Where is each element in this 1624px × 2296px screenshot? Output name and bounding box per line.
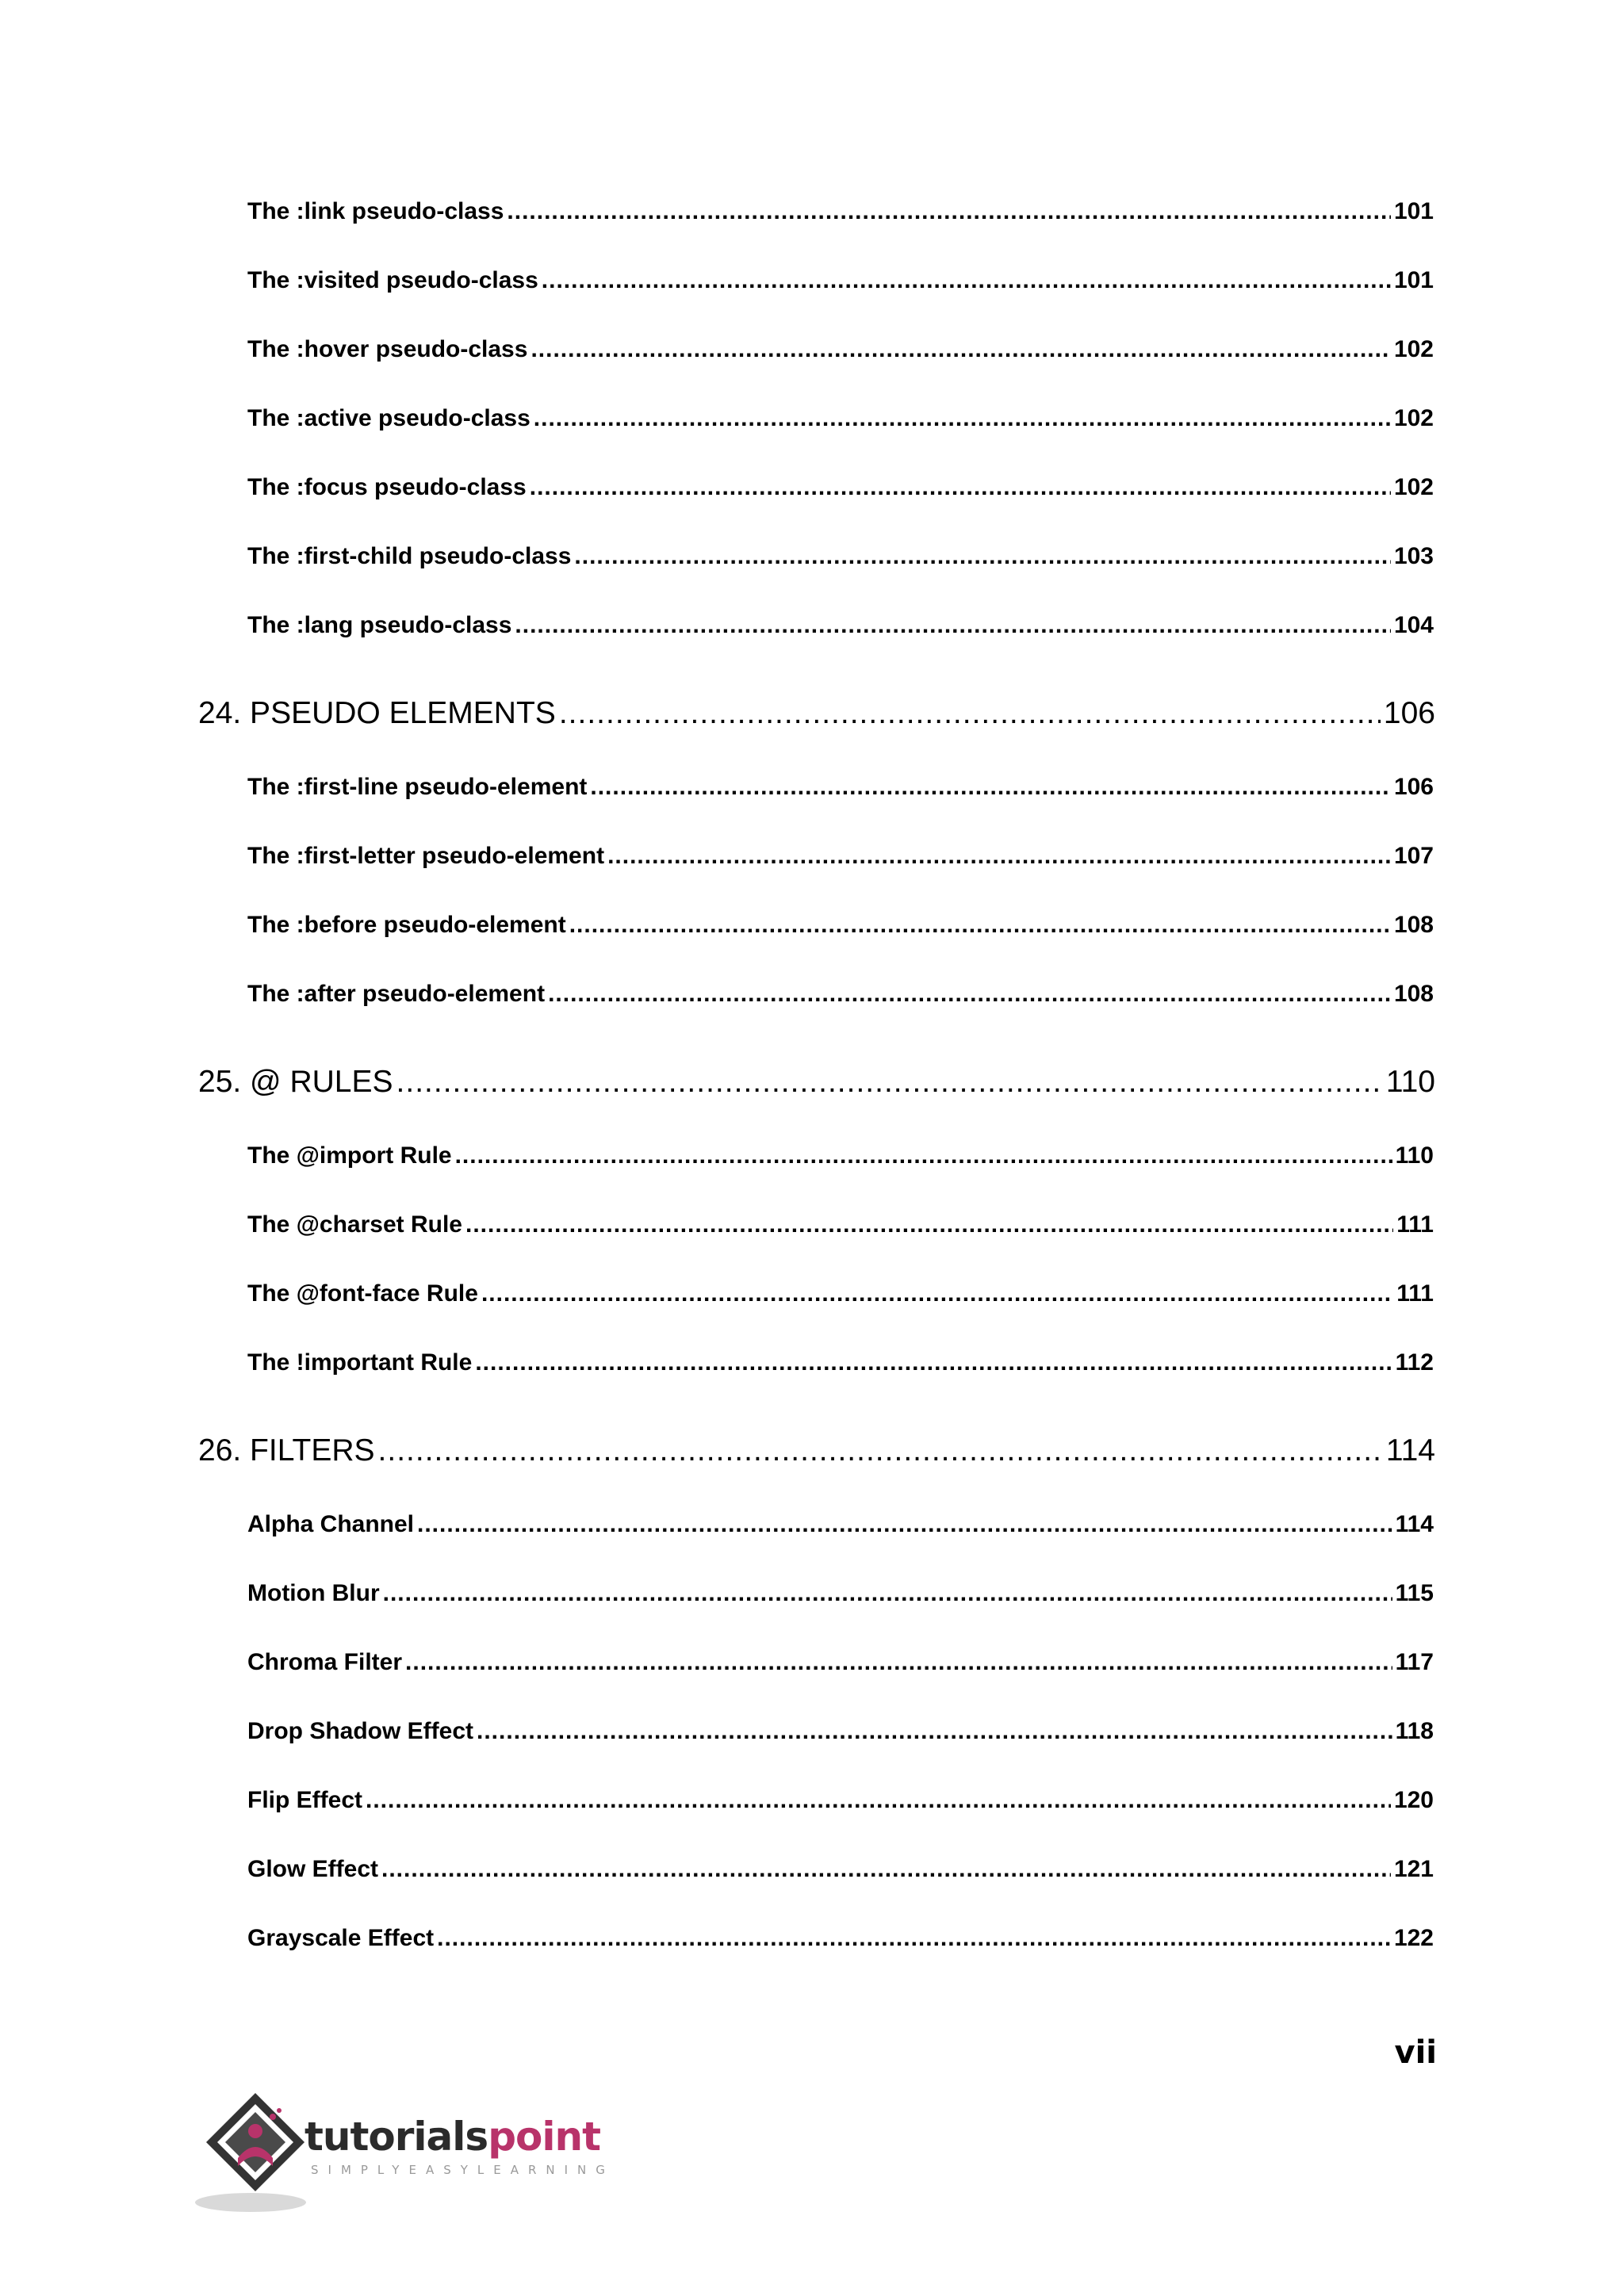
toc-page-number: 112 (1395, 1349, 1434, 1376)
toc-entry-title: Chroma Filter (247, 1649, 403, 1675)
toc-entry-row[interactable] (247, 1511, 1434, 1538)
toc-dot-leader (559, 696, 1381, 731)
toc-entry-title: Grayscale Effect (247, 1925, 435, 1951)
toc-entry-title: The @import Rule (247, 1142, 452, 1169)
toc-chapter-title: 25. @ RULES (198, 1065, 393, 1099)
toc-dot-leader (507, 198, 1391, 225)
toc-entry-title: Motion Blur (247, 1580, 380, 1606)
toc-dot-leader (405, 1649, 1392, 1676)
toc-entry-title: The :lang pseudo-class (247, 612, 512, 638)
toc-dot-leader (590, 774, 1391, 801)
toc-entry-title: Alpha Channel (247, 1511, 415, 1537)
toc-page-number: 108 (1393, 912, 1434, 938)
toc-entry-row[interactable] (247, 1718, 1434, 1745)
toc-entry-row[interactable] (247, 612, 1434, 639)
toc-page-number: 101 (1393, 198, 1434, 224)
toc-dot-leader (542, 267, 1391, 294)
toc-dot-leader (530, 474, 1391, 501)
toc-entry-title: The :before pseudo-element (247, 912, 566, 938)
toc-chapter-row[interactable] (198, 696, 1435, 731)
toc-chapter-title: 24. PSEUDO ELEMENTS (198, 696, 556, 730)
toc-page-number: 122 (1393, 1925, 1434, 1951)
toc-entry-row[interactable] (247, 843, 1434, 870)
tutorialspoint-logo (193, 2090, 615, 2217)
toc-entry-title: The :after pseudo-element (247, 981, 546, 1007)
toc-page-number: 102 (1393, 405, 1434, 431)
toc-entry-row[interactable] (247, 981, 1434, 1008)
toc-dot-leader (417, 1511, 1392, 1538)
toc-dot-leader (475, 1349, 1392, 1376)
toc-entry-title: The @font-face Rule (247, 1280, 478, 1307)
toc-entry-row[interactable] (247, 405, 1434, 432)
toc-dot-leader (515, 612, 1391, 639)
toc-entry-title: Drop Shadow Effect (247, 1718, 474, 1744)
toc-dot-leader (396, 1065, 1383, 1100)
toc-page-number: 106 (1383, 696, 1435, 730)
toc-entry-row[interactable] (247, 1280, 1434, 1307)
toc-page-number: 107 (1393, 843, 1434, 869)
toc-page-number: 115 (1395, 1580, 1434, 1606)
toc-entry-title: The :active pseudo-class (247, 405, 530, 431)
toc-dot-leader (366, 1787, 1391, 1814)
toc-entry-row[interactable] (247, 1580, 1434, 1607)
toc-entry-row[interactable] (247, 1856, 1434, 1883)
toc-page-number: 102 (1393, 336, 1434, 362)
toc-entry-title: The :first-child pseudo-class (247, 543, 572, 569)
logo-tagline: SIMPLYEASYLEARNING (311, 2163, 615, 2177)
toc-entry-row[interactable] (247, 1649, 1434, 1676)
toc-entry-row[interactable] (247, 474, 1434, 501)
toc-entry-title: Flip Effect (247, 1787, 363, 1813)
toc-dot-leader (455, 1142, 1392, 1169)
toc-entry-title: The !important Rule (247, 1349, 473, 1376)
toc-page-number: 111 (1396, 1211, 1434, 1238)
toc-entry-title: Glow Effect (247, 1856, 379, 1882)
logo-wordmark-part1: tutorials (304, 2114, 488, 2160)
toc-page-number: 106 (1393, 774, 1434, 800)
toc-page-number: 102 (1393, 474, 1434, 500)
toc-page-number: 104 (1393, 612, 1434, 638)
toc-entry-title: The :link pseudo-class (247, 198, 504, 224)
toc-entry-row[interactable] (247, 1787, 1434, 1814)
toc-dot-leader (481, 1280, 1393, 1307)
toc-page-number: 110 (1395, 1142, 1434, 1169)
toc-entry-title: The :hover pseudo-class (247, 336, 528, 362)
toc-dot-leader (574, 543, 1391, 570)
toc-page-number: 121 (1393, 1856, 1434, 1882)
toc-entry-title: The :first-letter pseudo-element (247, 843, 605, 869)
toc-dot-leader (569, 912, 1391, 939)
toc-dot-leader (548, 981, 1391, 1008)
toc-entry-row[interactable] (247, 543, 1434, 570)
logo-wordmark (304, 2114, 600, 2160)
toc-dot-leader (477, 1718, 1392, 1745)
toc-dot-leader (465, 1211, 1393, 1238)
tutorialspoint-logo-icon (193, 2090, 312, 2217)
toc-dot-leader (607, 843, 1391, 870)
toc-page-number: 103 (1393, 543, 1434, 569)
toc-entry-row[interactable] (247, 912, 1434, 939)
toc-entry-title: The @charset Rule (247, 1211, 462, 1238)
toc-entry-row[interactable] (247, 198, 1434, 225)
toc-entry-title: The :visited pseudo-class (247, 267, 538, 293)
toc-page-number: 108 (1393, 981, 1434, 1007)
toc-chapter-title: 26. FILTERS (198, 1433, 375, 1468)
page-number: vii (1394, 2034, 1437, 2071)
toc-dot-leader (534, 405, 1391, 432)
toc-entry-row[interactable] (247, 336, 1434, 363)
toc-page-number: 120 (1393, 1787, 1434, 1813)
toc-page-number: 118 (1395, 1718, 1434, 1744)
toc-chapter-row[interactable] (198, 1433, 1435, 1468)
toc-page-number: 114 (1395, 1511, 1434, 1537)
toc-dot-leader (381, 1856, 1391, 1883)
toc-page-number: 114 (1385, 1433, 1435, 1468)
toc-entry-row[interactable] (247, 1142, 1434, 1169)
toc-dot-leader (378, 1433, 1383, 1468)
toc-page-number: 110 (1385, 1065, 1435, 1099)
toc-entry-row[interactable] (247, 1211, 1434, 1238)
toc-entry-title: The :first-line pseudo-element (247, 774, 588, 800)
toc-page-number: 101 (1393, 267, 1434, 293)
toc-dot-leader (383, 1580, 1392, 1607)
toc-page-number: 117 (1395, 1649, 1434, 1675)
toc-dot-leader (437, 1925, 1391, 1952)
toc-entry-row[interactable] (247, 774, 1434, 801)
toc-chapter-row[interactable] (198, 1065, 1435, 1100)
toc-dot-leader (530, 336, 1391, 363)
logo-wordmark-part2: point (488, 2114, 600, 2160)
toc-entry-row[interactable] (247, 267, 1434, 294)
toc-entry-row[interactable] (247, 1349, 1434, 1376)
toc-page-number: 111 (1396, 1280, 1434, 1307)
toc-entry-row[interactable] (247, 1925, 1434, 1952)
toc-entry-title: The :focus pseudo-class (247, 474, 527, 500)
